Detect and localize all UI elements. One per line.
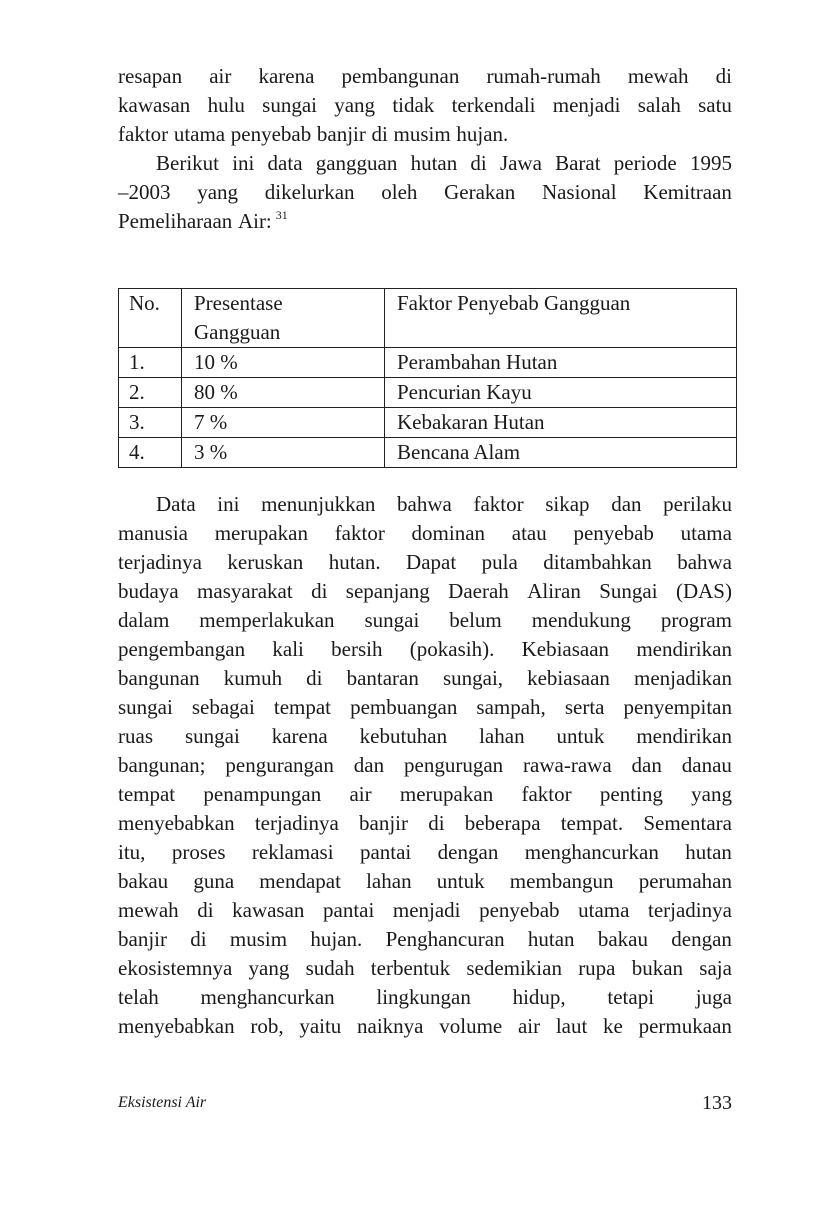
word: terjadinya xyxy=(648,898,732,922)
word: ke xyxy=(603,1014,623,1038)
header-no: No. xyxy=(119,289,182,348)
word: hutan xyxy=(685,840,732,864)
word: menyebabkan xyxy=(118,811,235,835)
word: ini xyxy=(232,151,255,175)
header-faktor: Faktor Penyebab Gangguan xyxy=(385,289,737,348)
word: terkendali xyxy=(451,93,536,117)
word: pantai xyxy=(359,840,412,864)
word: utama xyxy=(680,521,732,545)
word: hutan xyxy=(527,927,575,951)
table-row xyxy=(119,378,737,408)
word: sungai xyxy=(262,93,317,117)
word: faktor xyxy=(521,782,572,806)
word: data xyxy=(267,151,303,175)
text-line xyxy=(118,751,732,780)
word: rawa-rawa xyxy=(523,753,612,777)
word: saja xyxy=(699,956,732,980)
word: 1995 xyxy=(689,151,732,175)
word: Barat xyxy=(555,151,601,175)
cell-presentase: 80 % xyxy=(182,378,385,408)
word: dalam xyxy=(118,608,170,632)
word: bantaran xyxy=(346,666,419,690)
word: bahwa xyxy=(677,550,732,574)
word: faktor xyxy=(334,521,385,545)
text-line xyxy=(118,577,732,606)
cell-presentase: 7 % xyxy=(182,408,385,438)
word: di xyxy=(428,811,445,835)
word: beberapa xyxy=(464,811,541,835)
word: program xyxy=(660,608,732,632)
word: Penghancuran xyxy=(385,927,505,951)
word: banjir xyxy=(118,927,167,951)
word: dan xyxy=(631,753,662,777)
word: bangunan xyxy=(118,666,200,690)
text-line xyxy=(118,780,732,809)
header-presentase-line1: Presentase xyxy=(194,291,283,315)
word: satu xyxy=(698,93,732,117)
word: membangun xyxy=(509,869,614,893)
text-line xyxy=(118,62,732,91)
word: ekosistemnya xyxy=(118,956,233,980)
word: mendapat xyxy=(259,869,341,893)
cell-no: 2. xyxy=(119,378,182,408)
word: kebiasaan xyxy=(527,666,610,690)
word: pantai xyxy=(323,898,375,922)
word: di xyxy=(470,151,487,175)
word: kebutuhan xyxy=(359,724,448,748)
word: penampungan xyxy=(203,782,322,806)
word: periode xyxy=(613,151,677,175)
word: telah xyxy=(118,985,159,1009)
text-line xyxy=(118,1012,732,1041)
text-line xyxy=(118,925,732,954)
text-line xyxy=(118,490,732,519)
word: Jawa xyxy=(499,151,542,175)
word: bangunan; xyxy=(118,753,206,777)
word: (DAS) xyxy=(675,579,732,603)
word: penyempitan xyxy=(623,695,732,719)
word: lahan xyxy=(479,724,525,748)
word: hujan. xyxy=(310,927,363,951)
text-line xyxy=(118,635,732,664)
word: sungai xyxy=(364,608,420,632)
word: terbentuk xyxy=(370,956,451,980)
word: rupa xyxy=(578,956,616,980)
word: dan xyxy=(353,753,385,777)
word: bersih xyxy=(331,637,383,661)
word: mewah xyxy=(627,64,689,88)
word: permukaan xyxy=(638,1014,732,1038)
word: banjir xyxy=(359,811,408,835)
word: sudah xyxy=(305,956,355,980)
word: yang xyxy=(248,956,290,980)
word: Kemitraan xyxy=(643,180,732,204)
word: sebagai xyxy=(191,695,255,719)
word: tempat. xyxy=(560,811,624,835)
text-line xyxy=(118,867,732,896)
word: bukan xyxy=(631,956,684,980)
word: volume xyxy=(439,1014,503,1038)
word: gangguan xyxy=(315,151,398,175)
word: manusia xyxy=(118,521,188,545)
word: Sementara xyxy=(643,811,732,835)
word: bahwa xyxy=(397,492,452,516)
word: untuk xyxy=(556,724,605,748)
running-footer-title: Eksistensi Air xyxy=(118,1094,207,1111)
word: di xyxy=(715,64,732,88)
word: belum xyxy=(449,608,502,632)
word: proses xyxy=(171,840,226,864)
word: penting xyxy=(599,782,663,806)
word: salah xyxy=(637,93,681,117)
word: air xyxy=(349,782,372,806)
word: kali xyxy=(272,637,304,661)
paragraph-1 xyxy=(118,62,732,149)
word: atau xyxy=(511,521,547,545)
word: menghancurkan xyxy=(200,985,335,1009)
word: kumuh xyxy=(223,666,283,690)
paragraph-3 xyxy=(118,490,732,1041)
word: karena xyxy=(271,724,328,748)
cell-presentase: 3 % xyxy=(182,438,385,468)
word: dengan xyxy=(671,927,732,951)
word: di xyxy=(197,898,214,922)
word: danau xyxy=(681,753,732,777)
text-line xyxy=(118,983,732,1012)
word: yaitu xyxy=(299,1014,342,1038)
cell-faktor: Kebakaran Hutan xyxy=(385,408,737,438)
word: musim xyxy=(229,927,288,951)
word: dengan xyxy=(437,840,499,864)
word: di xyxy=(371,122,388,146)
text-line xyxy=(118,120,732,149)
word: itu, xyxy=(118,840,146,864)
word: ditambahkan xyxy=(543,550,652,574)
word: Data xyxy=(156,492,196,516)
word: pembuangan xyxy=(350,695,458,719)
word: merupakan xyxy=(399,782,494,806)
word: pembangunan xyxy=(341,64,460,88)
word: hutan. xyxy=(328,550,381,574)
table-row xyxy=(119,348,737,378)
word: air xyxy=(209,64,232,88)
table-header-row xyxy=(119,289,737,348)
text-line xyxy=(118,693,732,722)
footnote-marker[interactable]: 31 xyxy=(275,208,288,222)
word: air xyxy=(517,1014,541,1038)
word: resapan xyxy=(118,64,183,88)
word: ini xyxy=(217,492,240,516)
word: faktor xyxy=(473,492,524,516)
cell-no: 3. xyxy=(119,408,182,438)
word: menjadi xyxy=(392,898,461,922)
word: perumahan xyxy=(638,869,732,893)
word: Daerah xyxy=(448,579,509,603)
text-line xyxy=(118,896,732,925)
cell-faktor: Pencurian Kayu xyxy=(385,378,737,408)
word: mendirikan xyxy=(636,724,732,748)
text-line xyxy=(118,548,732,577)
text-line xyxy=(118,838,732,867)
forest-disturbance-table xyxy=(118,288,737,468)
word: utama xyxy=(173,122,226,146)
word: terjadinya xyxy=(118,550,202,574)
word: musim xyxy=(393,122,451,146)
text-line xyxy=(118,954,732,983)
word: (pokasih). xyxy=(409,637,495,661)
word: penyebab xyxy=(479,898,560,922)
text-line xyxy=(118,809,732,838)
paragraph-2 xyxy=(118,149,732,236)
word: tetapi xyxy=(607,985,655,1009)
word: perilaku xyxy=(663,492,732,516)
word: faktor xyxy=(118,122,169,146)
word: kawasan xyxy=(118,93,191,117)
word: kawasan xyxy=(232,898,305,922)
word: untuk xyxy=(436,869,485,893)
word: menghancurkan xyxy=(524,840,659,864)
word: utama xyxy=(578,898,630,922)
word: Kebiasaan xyxy=(521,637,610,661)
word: sungai, xyxy=(442,666,504,690)
word: rumah-rumah xyxy=(486,64,601,88)
word: sungai xyxy=(184,724,240,748)
word: pengembangan xyxy=(118,637,246,661)
word: sepanjang xyxy=(345,579,430,603)
word: Aliran xyxy=(527,579,581,603)
word: lahan xyxy=(366,869,412,893)
word: Sungai xyxy=(599,579,658,603)
word: guna xyxy=(193,869,235,893)
word: sikap xyxy=(545,492,590,516)
word: yang xyxy=(691,782,732,806)
word: mendirikan xyxy=(636,637,732,661)
word: naiknya xyxy=(357,1014,424,1038)
text-line xyxy=(118,149,732,178)
word: pengurugan xyxy=(404,753,504,777)
word: hulu xyxy=(207,93,245,117)
word: yang xyxy=(334,93,376,117)
cell-no: 4. xyxy=(119,438,182,468)
word: penyebab xyxy=(573,521,654,545)
word: pengurangan xyxy=(225,753,334,777)
word: di xyxy=(306,666,323,690)
word: di xyxy=(311,579,328,603)
word: banjir xyxy=(316,122,366,146)
word: bakau xyxy=(118,869,169,893)
cell-presentase: 10 % xyxy=(182,348,385,378)
word: mendukung xyxy=(531,608,631,632)
word: menjadi xyxy=(552,93,621,117)
word: Berikut xyxy=(156,151,219,175)
word: keruskan xyxy=(227,550,304,574)
word: Gerakan xyxy=(444,180,516,204)
text-line xyxy=(118,91,732,120)
word: menyebabkan xyxy=(118,1014,235,1038)
word: sampah, xyxy=(476,695,546,719)
word: mewah xyxy=(118,898,179,922)
header-presentase xyxy=(182,289,385,348)
word: hujan. xyxy=(456,122,509,146)
word: budaya xyxy=(118,579,179,603)
word: serta xyxy=(564,695,605,719)
word: rob, xyxy=(250,1014,284,1038)
word: tempat xyxy=(273,695,332,719)
word: Nasional xyxy=(541,180,617,204)
text-line xyxy=(118,606,732,635)
word: hutan xyxy=(410,151,458,175)
word: dikelurkan xyxy=(264,180,355,204)
word: juga xyxy=(695,985,732,1009)
header-presentase-line2: Gangguan xyxy=(194,320,281,344)
text-line xyxy=(118,722,732,751)
text-line xyxy=(118,664,732,693)
word: sedemikian xyxy=(466,956,562,980)
word: karena xyxy=(258,64,315,88)
text-line xyxy=(118,178,732,207)
cell-faktor: Perambahan Hutan xyxy=(385,348,737,378)
word: pula xyxy=(481,550,518,574)
word: Air: xyxy=(237,209,272,233)
word: –2003 xyxy=(118,180,171,204)
word: di xyxy=(190,927,207,951)
text-line xyxy=(118,519,732,548)
word: masyarakat xyxy=(197,579,293,603)
cell-faktor: Bencana Alam xyxy=(385,438,737,468)
word: tempat xyxy=(118,782,176,806)
word: menjadikan xyxy=(633,666,732,690)
word: dominan xyxy=(411,521,486,545)
word: Pemeliharaan xyxy=(118,209,233,233)
word: dan xyxy=(611,492,642,516)
word: lingkungan xyxy=(376,985,471,1009)
word: bakau xyxy=(597,927,648,951)
text-line xyxy=(118,207,732,236)
word: hidup, xyxy=(512,985,566,1009)
page-number: 133 xyxy=(702,1092,732,1114)
word: tidak xyxy=(392,93,435,117)
word: ruas xyxy=(118,724,153,748)
word: sungai xyxy=(118,695,173,719)
word: menunjukkan xyxy=(261,492,376,516)
table-row xyxy=(119,438,737,468)
word: yang xyxy=(197,180,239,204)
word: oleh xyxy=(381,180,418,204)
word: Dapat xyxy=(406,550,457,574)
word: laut xyxy=(555,1014,588,1038)
cell-no: 1. xyxy=(119,348,182,378)
table-row xyxy=(119,408,737,438)
word: penyebab xyxy=(230,122,312,146)
word: terjadinya xyxy=(254,811,339,835)
word: reklamasi xyxy=(251,840,334,864)
word: merupakan xyxy=(214,521,308,545)
word: memperlakukan xyxy=(199,608,335,632)
